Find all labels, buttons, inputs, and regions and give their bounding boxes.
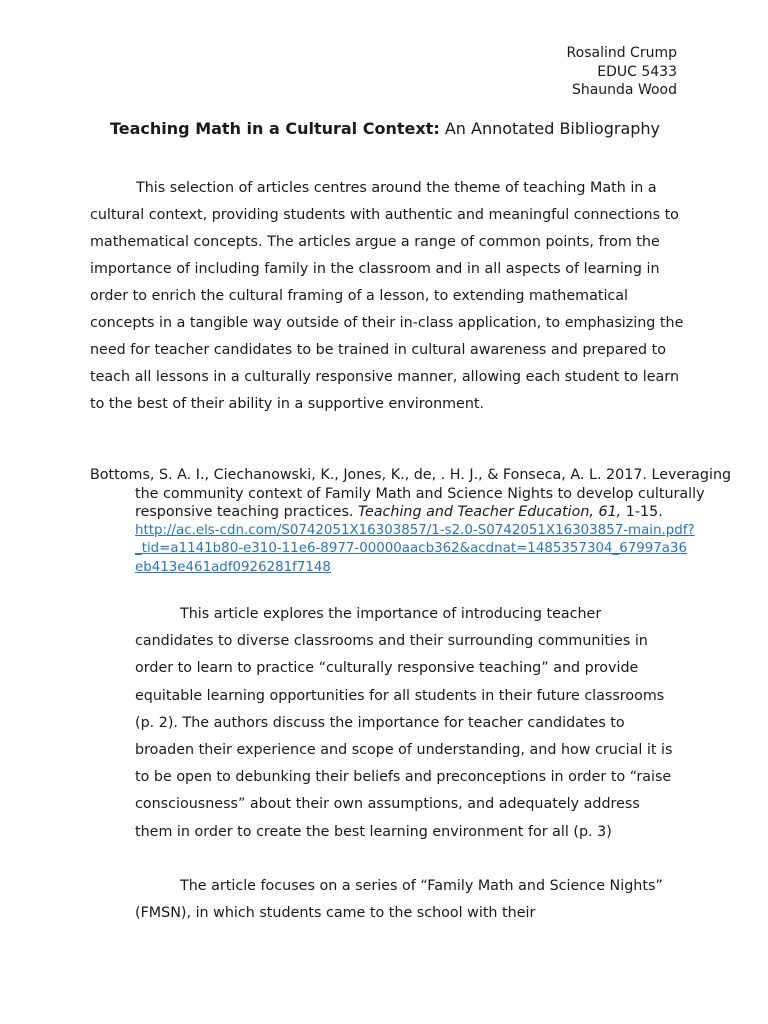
- author-name: Rosalind Crump: [566, 45, 677, 61]
- title-bold-part: Teaching Math in a Cultural Context:: [109, 119, 440, 138]
- document-title: [90, 118, 680, 139]
- citation-pages: 1-15.: [621, 504, 663, 520]
- citation-volume: , 61,: [589, 504, 622, 520]
- annotation-paragraph-1: This article explores the importance of introducing teacher candidates to diverse classrooms and their surrounding communities in order to learn to practice “culturally responsive teaching” and provide equitable learning opportunities for all students in their future classrooms (p. 2). The authors discuss the importance for teacher candidates to broaden their experience and scope of understanding, and how crucial it is to be open to debunking their beliefs and preconceptions in order to “raise consciousness” about their own assumptions, and adequately address them in order to create the best learning environment for all (p. 3): [135, 606, 673, 840]
- header-block: [567, 44, 677, 100]
- citation-entry: [90, 466, 740, 577]
- annotation-paragraph-2: The article focuses on a series of “Family Math and Science Nights” (FMSN), in which students came to the school with their: [135, 878, 663, 922]
- intro-paragraph: This selection of articles centres around the theme of teaching Math in a cultural context, providing students with authentic and meaningful connections to mathematical concepts. The articles argue a range of common points, from the importance of including family in the classroom and in all aspects of learning in order to enrich the cultural framing of a lesson, to extending mathematical concepts in a tangible way outside of their in-class application, to emphasizing the need for teacher candidates to be trained in cultural awareness and prepared to teach all lessons in a culturally responsive manner, allowing each student to learn to the best of their ability in a supportive environment.: [90, 180, 684, 412]
- title-rest-part: An Annotated Bibliography: [439, 119, 661, 138]
- instructor-name: Shaunda Wood: [571, 82, 677, 98]
- citation-authors-title: Bottoms, S. A. I., Ciechanowski, K., Jones, K., de, . H. J., & Fonseca, A. L. 2017. Leveraging the community context of Family Math and Science Nights to develop culturally responsive teaching practices.: [90, 467, 732, 520]
- citation-journal: Teaching and Teacher Education: [358, 504, 590, 520]
- citation-url-link[interactable]: http://ac.els-cdn.com/S0742051X16303857/1-s2.0-S0742051X16303857-main.pdf?_tid=a1141b80-e310-11e6-8977-00000aacb362&acdnat=1485357304_67997a36eb413e461adf0926281f7148: [135, 522, 695, 575]
- course-code: EDUC 5433: [597, 63, 677, 80]
